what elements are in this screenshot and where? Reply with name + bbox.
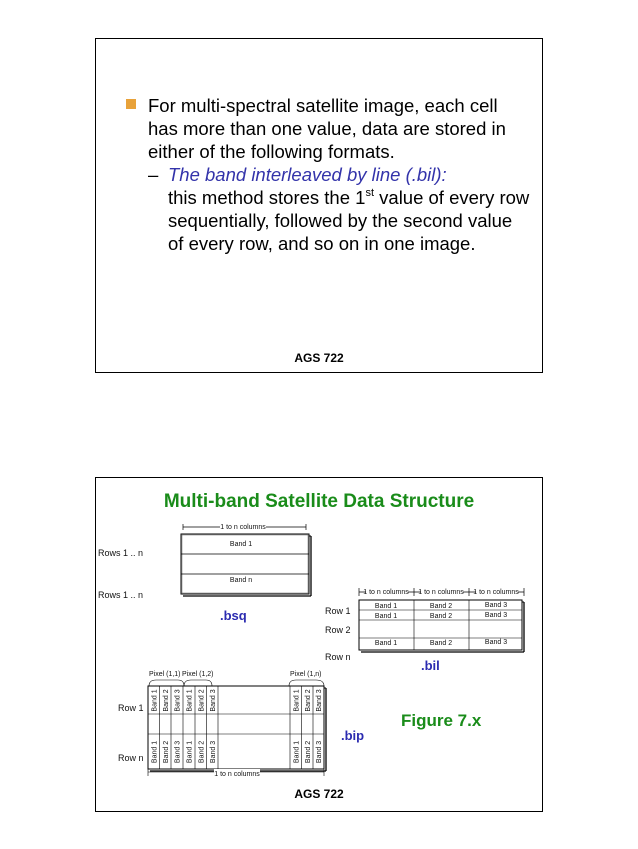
bsq-band-1: Band 1 — [229, 541, 253, 548]
bip-band-label: Band 2 — [304, 740, 312, 764]
bip-band-label: Band 2 — [162, 740, 170, 764]
bip-band-label: Band 3 — [316, 740, 323, 764]
bil-r1b-band3: Band 3 — [484, 612, 508, 619]
bip-pixel-1-2: Pixel (1,2) — [182, 671, 214, 678]
bil-row-2: Row 2 — [325, 625, 351, 635]
bip-columns-label: 1 to n columns — [214, 771, 260, 778]
slide-title: Multi-band Satellite Data Structure — [163, 491, 475, 512]
sub-bullet-sup: st — [365, 186, 375, 199]
bsq-diagram — [98, 523, 311, 600]
bil-caption: .bil — [421, 658, 440, 673]
bil-rn-band1: Band 1 — [374, 640, 398, 647]
bsq-rows-label-1: Rows 1 .. n — [98, 548, 144, 558]
bsq-columns-label: 1 to n columns — [220, 524, 266, 531]
bip-pixel-1-1: Pixel (1,1) — [149, 671, 181, 678]
bil-r1-band1: Band 1 — [374, 603, 398, 610]
bip-band-label: Band 1 — [293, 689, 301, 712]
bip-band-label: Band 1 — [293, 740, 301, 764]
bip-band-label: Band 3 — [316, 689, 323, 712]
bil-row-1: Row 1 — [325, 606, 351, 616]
bil-rn-band3: Band 3 — [484, 639, 508, 646]
bsq-band-n: Band n — [229, 577, 253, 584]
bip-band-label: Band 3 — [174, 740, 182, 764]
bip-band-label: Band 2 — [162, 689, 170, 712]
bil-columns-label-2: 1 to n columns — [418, 589, 464, 596]
bip-band-label: Band 1 — [151, 689, 159, 712]
bil-r1b-band1: Band 1 — [374, 613, 398, 620]
slide-footer: AGS 722 — [294, 351, 344, 365]
sub-bullet — [148, 163, 531, 255]
bil-columns-label-3: 1 to n columns — [473, 589, 519, 596]
bsq-rows-label-2: Rows 1 .. n — [98, 590, 144, 600]
bip-band-label: Band 3 — [174, 689, 182, 712]
bip-band-label: Band 1 — [186, 689, 194, 712]
bil-r1-band2: Band 2 — [429, 603, 453, 610]
slide-1 — [95, 38, 543, 373]
bil-r1-band3: Band 3 — [484, 602, 508, 609]
bil-row-n: Row n — [325, 652, 351, 662]
slide-footer-2: AGS 722 — [294, 787, 344, 801]
bip-row-1: Row 1 — [118, 703, 144, 713]
figure-label: Figure 7.x — [401, 711, 482, 730]
bullet-text: For multi-spectral satellite image, each cell has more than one value, data are stored in either of the following formats. — [148, 95, 506, 162]
square-bullet-icon — [126, 99, 136, 109]
bip-band-label: Band 2 — [198, 689, 206, 712]
bsq-caption: .bsq — [220, 608, 247, 623]
data-structure-diagram — [96, 518, 544, 818]
sub-bullet-title: The band interleaved by line (.bil): — [168, 164, 447, 185]
bil-r1b-band2: Band 2 — [429, 613, 453, 620]
slide-2 — [95, 477, 543, 812]
bip-caption: .bip — [341, 728, 365, 743]
bip-band-label: Band 1 — [151, 740, 159, 764]
bip-pixel-1-n: Pixel (1,n) — [290, 671, 322, 678]
sub-bullet-dash: – — [148, 164, 159, 185]
bip-band-label: Band 2 — [198, 740, 206, 764]
bullet-block — [126, 94, 531, 255]
bil-diagram — [325, 588, 524, 662]
bip-band-label: Band 1 — [186, 740, 194, 764]
bip-band-label: Band 3 — [209, 740, 217, 764]
bip-row-n: Row n — [118, 753, 144, 763]
sub-bullet-text-b: value of every row sequentially, followed by the second value of every row, and so on in one image. — [168, 187, 530, 254]
sub-bullet-text-a: this method stores the 1 — [168, 187, 366, 208]
bil-rn-band2: Band 2 — [429, 640, 453, 647]
bip-band-label: Band 3 — [209, 689, 217, 712]
bip-diagram — [118, 671, 326, 778]
bip-band-label: Band 2 — [304, 689, 312, 712]
bil-columns-label-1: 1 to n columns — [363, 589, 409, 596]
